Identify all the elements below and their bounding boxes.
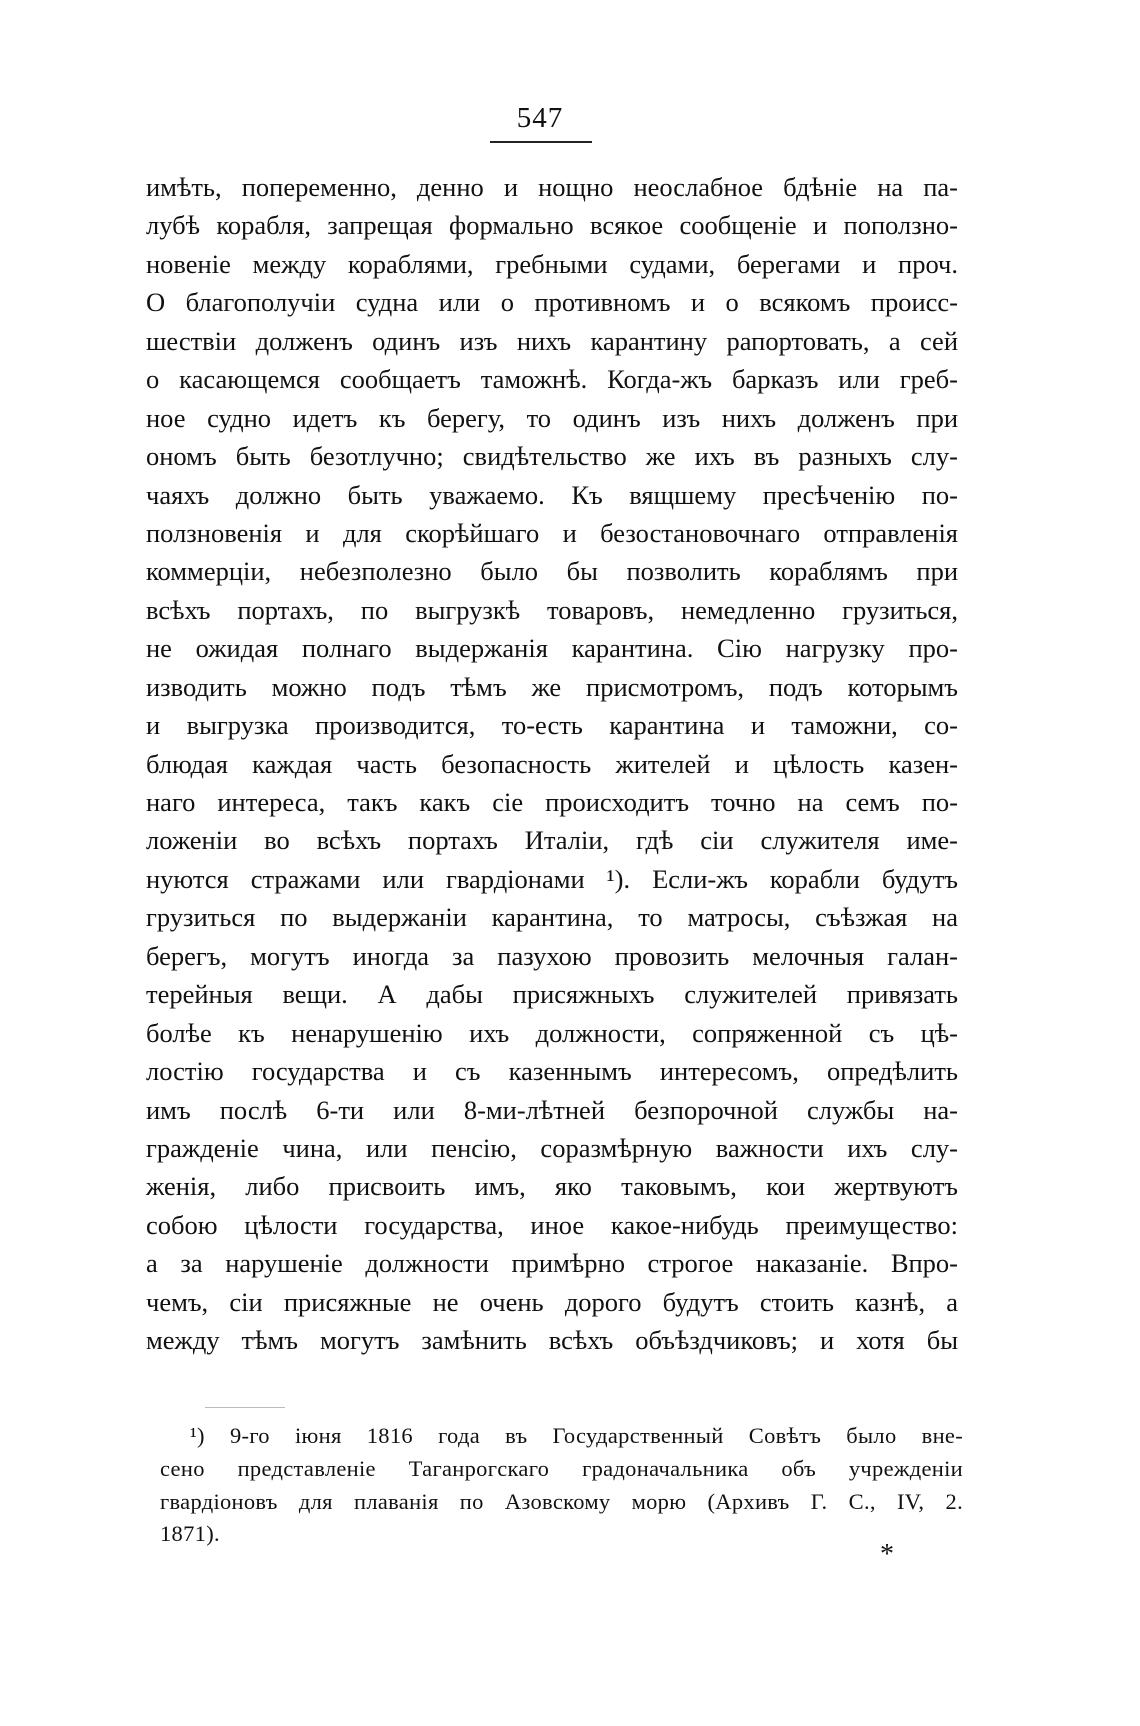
text-line: чемъ, сіи присяжные не очень дорого будутъ стоить казнѣ, а: [146, 1286, 958, 1317]
text-line: имѣть, попеременно, денно и нощно неослабное бдѣніе на па-: [146, 172, 958, 202]
text-line: наго интереса, такъ какъ сіе происходитъ точно на семъ по-: [146, 787, 958, 817]
text-line: имъ послѣ 6-ти или 8-ми-лѣтней безпорочной службы на-: [146, 1094, 958, 1125]
footnote-divider: [205, 1407, 285, 1408]
text-line: болѣе къ ненарушенію ихъ должности, сопряженной съ цѣ-: [146, 1017, 958, 1048]
page-number-rule: [490, 141, 592, 143]
page-number: 547: [516, 102, 564, 134]
text-line: женія, либо присвоить имъ, яко таковымъ, кои жертвуютъ: [146, 1171, 958, 1202]
text-line: о касающемся сообщаетъ таможнѣ. Когда-жъ барказъ или греб-: [146, 364, 958, 395]
text-line: и выгрузка производится, то-есть карантина и таможни, со-: [146, 710, 958, 741]
footnote-line: гвардіоновъ для плаванія по Азовскому морю (Архивъ Г. С., IV, 2.: [160, 1488, 963, 1514]
text-line: грузиться по выдержаніи карантина, то матросы, съѣзжая на: [146, 902, 958, 933]
text-line: блюдая каждая часть безопасность жителей и цѣлость казен-: [146, 748, 958, 779]
body-text: [146, 168, 958, 1360]
text-line: между тѣмъ могутъ замѣнить всѣхъ объѣздчиковъ; и хотя бы: [146, 1325, 958, 1356]
footnote-line: сено представленіе Таганрогскаго градоначальника объ учрежденіи: [160, 1455, 963, 1481]
text-line: нуются стражами или гвардіонами ¹). Если-жъ корабли будутъ: [146, 863, 958, 894]
text-line: собою цѣлости государства, иное какое-нибудь преимущество:: [146, 1209, 958, 1240]
text-line: ложеніи во всѣхъ портахъ Италіи, гдѣ сіи служителя име-: [146, 825, 958, 856]
text-line: ономъ быть безотлучно; свидѣтельство же ихъ въ разныхъ слу-: [146, 441, 958, 472]
text-line: новеніе между кораблями, гребными судами, берегами и проч.: [146, 248, 958, 279]
text-line: терейныя вещи. А дабы присяжныхъ служителей привязать: [146, 979, 958, 1010]
text-line: лубѣ корабля, запрещая формально всякое сообщеніе и поползно-: [146, 210, 958, 241]
text-line: шествіи долженъ одинъ изъ нихъ карантину рапортовать, а сей: [146, 325, 958, 356]
text-line: берегъ, могутъ иногда за пазухою провозить мелочныя галан-: [146, 940, 958, 971]
text-line: всѣхъ портахъ, по выгрузкѣ товаровъ, немедленно грузиться,: [146, 594, 958, 625]
text-line: лостію государства и съ казеннымъ интересомъ, опредѣлить: [146, 1056, 958, 1087]
text-line: изводить можно подъ тѣмъ же присмотромъ, подъ которымъ: [146, 671, 958, 702]
text-line: не ожидая полнаго выдержанія карантина. Сію нагрузку про-: [146, 633, 958, 664]
text-line: О благополучіи судна или о противномъ и о всякомъ происс-: [146, 287, 958, 318]
text-line: чаяхъ должно быть уважаемо. Къ вящшему пресѣченію по-: [146, 479, 958, 510]
text-line: а за нарушеніе должности примѣрно строгое наказаніе. Впро-: [146, 1248, 958, 1279]
text-line: гражденіе чина, или пенсію, соразмѣрную важности ихъ слу-: [146, 1132, 958, 1163]
footnote: [160, 1420, 963, 1551]
signature-star-mark: *: [880, 1539, 894, 1570]
text-line: коммерціи, небезполезно было бы позволить кораблямъ при: [146, 556, 958, 587]
text-line: ползновенія и для скорѣйшаго и безостановочнаго отправленія: [146, 517, 958, 548]
footnote-line: ¹) 9-го іюня 1816 года въ Государственный Совѣтъ было вне-: [190, 1423, 963, 1448]
footnote-line: 1871).: [160, 1521, 220, 1547]
text-line: ное судно идетъ къ берегу, то одинъ изъ нихъ долженъ при: [146, 402, 958, 433]
